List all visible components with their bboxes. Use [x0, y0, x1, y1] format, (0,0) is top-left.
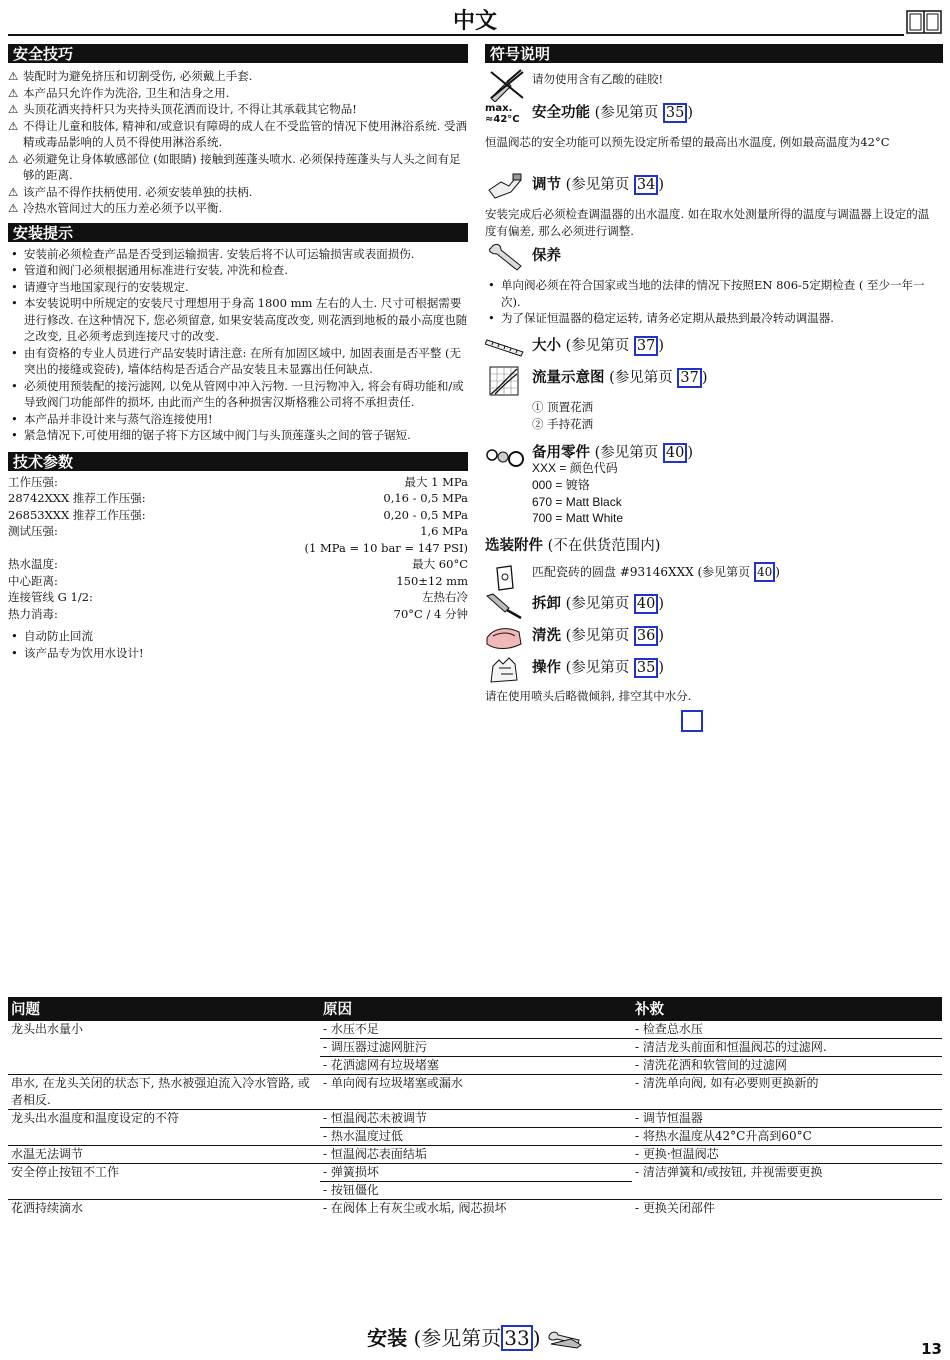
tech-heading: 技术参数 — [8, 452, 468, 471]
warning-icon: ⚠ — [8, 151, 19, 166]
accessories-heading: 选装附件 (不在供货范围内) — [485, 537, 661, 554]
rosette-icon — [493, 564, 515, 592]
page-title: 中文 — [452, 8, 497, 34]
cause-cell: - 花洒滤网有垃圾堵塞 — [320, 1057, 632, 1075]
empty-page-link[interactable] — [681, 710, 703, 732]
operation-text: 请在使用喷头后略微倾斜, 排空其中水分. — [485, 689, 692, 703]
maintenance-item: • 单向阀必须在符合国家或当地的法律的情况下按照EN 806-5定期检查 ( 至少一年一次). — [485, 277, 937, 310]
safety-item: ⚠ 该产品不得作扶柄使用. 必须安装单独的扶柄. — [8, 184, 253, 199]
page-link[interactable]: 36 — [634, 626, 658, 646]
install-item: • 由有资格的专业人员进行产品安装时请注意: 在所有加固区域中, 加固表面是否平整 (无突出的接缝或瓷砖), 墙体结构是否适合产品安装且未显露出任何缺点. — [8, 345, 468, 378]
cause-cell: - 水压不足 — [320, 1021, 632, 1039]
page-link[interactable]: 35 — [634, 658, 658, 678]
install-footer: 安装 (参见第页 33 ) — [0, 1322, 950, 1351]
page-link[interactable]: 40 — [754, 562, 775, 582]
install-item: • 本产品并非设计来与蒸气浴连接使用! — [8, 411, 468, 428]
spec-row: (1 MPa = 10 bar = 147 PSI) — [304, 540, 468, 555]
problem-cell: 安全停止按钮不工作 — [8, 1164, 320, 1200]
safety-function-heading: 安全功能 (参见第页 35 ) — [532, 104, 694, 121]
cause-cell: - 调压器过滤网脏污 — [320, 1039, 632, 1057]
spare-item: 670 = Matt Black — [532, 494, 622, 509]
silicone-gun-icon — [487, 68, 527, 102]
safety-heading: 安全技巧 — [8, 44, 468, 63]
disassembly-heading: 拆卸 (参见第页 40 ) — [532, 595, 665, 612]
install-item: • 必须使用预装配的接污滤网, 以免从管网中冲入污物. 一旦污物冲入, 将会有碍功能和/或导致阀门功能部件的损坏, 由此而产生的各种损害汉斯格雅公司将不承担责任. — [8, 378, 468, 411]
cause-cell: - 在阀体上有灰尘或水垢, 阀芯损坏 — [320, 1200, 632, 1218]
cause-cell: - 热水温度过低 — [320, 1128, 632, 1146]
warning-icon: ⚠ — [8, 69, 19, 83]
tech-specs — [8, 474, 468, 623]
table-row — [8, 1200, 942, 1218]
column-header: 原因 — [320, 997, 632, 1021]
page-link[interactable]: 40 — [634, 594, 658, 614]
wrench-icon — [487, 242, 525, 272]
tech-bullets — [8, 628, 468, 661]
flow-list — [532, 399, 593, 432]
warning-icon: ⚠ — [8, 118, 19, 133]
table-row — [8, 1021, 942, 1039]
symbols-heading: 符号说明 — [485, 44, 943, 63]
remedy-cell: - 将热水温度从42°C升高到60°C — [632, 1128, 942, 1146]
spare-item: 700 = Matt White — [532, 511, 624, 526]
footer-label: 安装 — [367, 1326, 408, 1350]
warning-icon: ⚠ — [8, 85, 19, 100]
spec-row: 测试压强: 1,6 MPa — [8, 524, 468, 538]
remedy-cell: - 清洗花洒和软管间的过滤网 — [632, 1057, 942, 1075]
install-item: • 安装前必须检查产品是否受到运输损害. 安装后将不认可运输损害或表面损伤. — [8, 246, 468, 263]
ruler-icon — [485, 334, 525, 358]
title-rule — [8, 34, 904, 36]
safety-item: ⚠ 头顶花洒夹持杆只为夹持头顶花洒而设计, 不得让其承载其它物品! — [8, 102, 357, 116]
hand-adjust-icon — [487, 172, 523, 200]
safety-item: ⚠ 本产品只允许作为洗浴, 卫生和洁身之用. — [8, 85, 230, 100]
screwdriver-icon — [485, 592, 525, 620]
spare-parts-icon — [485, 444, 525, 470]
safety-list — [8, 68, 468, 217]
table-row — [8, 1164, 942, 1182]
hand-operate-icon — [487, 654, 523, 684]
footer-ref: (参见第页 — [413, 1326, 502, 1350]
spec-row: 中心距离: 150±12 mm — [8, 573, 468, 588]
left-column — [8, 44, 468, 661]
spare-item: XXX = 颜色代码 — [532, 461, 618, 475]
page-link[interactable]: 37 — [634, 336, 658, 356]
book-icon — [906, 10, 942, 34]
spec-row: 连接管线 G 1/2: 左热右冷 — [8, 590, 468, 604]
spare-item: 000 = 镀铬 — [532, 477, 590, 492]
cause-cell: - 单向阀有垃圾堵塞或漏水 — [320, 1075, 632, 1110]
cleaning-cloth-icon — [485, 624, 525, 652]
remedy-cell: - 更换关闭部件 — [632, 1200, 942, 1218]
page-link[interactable]: 34 — [634, 175, 658, 195]
operation-heading: 操作 (参见第页 35 ) — [532, 659, 665, 676]
table-row — [8, 1075, 942, 1110]
troubleshooting-table — [8, 997, 942, 1217]
spare-heading: 备用零件 (参见第页 40 ) — [532, 444, 694, 461]
problem-cell: 水温无法调节 — [8, 1146, 320, 1164]
adjust-heading: 调节 (参见第页 34 ) — [532, 176, 665, 193]
spec-row: 热水温度: 最大 60°C — [8, 557, 468, 571]
troubleshooting-section — [8, 997, 942, 1217]
page-link[interactable]: 37 — [677, 368, 701, 388]
right-column — [485, 44, 943, 719]
table-header — [8, 997, 942, 1021]
remedy-cell: - 清洁弹簧和/或按钮, 并视需要更换 — [632, 1164, 942, 1200]
tech-bullet: • 自动防止回流 — [8, 628, 468, 645]
warning-icon: ⚠ — [8, 184, 19, 199]
page-number: 13 — [921, 1340, 942, 1358]
page-link[interactable]: 40 — [663, 443, 687, 463]
remedy-cell: - 更换·恒温阀芯 — [632, 1146, 942, 1164]
cause-cell: - 弹簧损坏 — [320, 1164, 632, 1182]
remedy-cell: - 清洗单向阀, 如有必要则更换新的 — [632, 1075, 942, 1110]
rosette-text: 匹配瓷砖的圆盘 #93146XXX (参见第页 40 ) — [532, 562, 780, 582]
remedy-cell: - 调节恒温器 — [632, 1110, 942, 1128]
flow-item: ① 顶置花洒 — [532, 400, 594, 414]
spec-row: 26853XXX 推荐工作压强: 0,20 - 0,5 MPa — [8, 507, 468, 522]
remedy-cell: - 清洁龙头前面和恒温阀芯的过滤网. — [632, 1039, 942, 1057]
maintenance-heading: 保养 — [532, 247, 561, 264]
remedy-cell: - 检查总水压 — [632, 1021, 942, 1039]
install-list — [8, 246, 468, 444]
safety-function-text: 恒温阀芯的安全功能可以预先设定所希望的最高出水温度, 例如最高温度为42°C — [485, 135, 890, 149]
table-row — [8, 1146, 942, 1164]
tech-bullet: • 该产品专为饮用水设计! — [8, 645, 468, 662]
warning-icon: ⚠ — [8, 201, 19, 215]
install-item: • 请遵守当地国家现行的安装规定. — [8, 279, 468, 296]
size-heading: 大小 (参见第页 37 ) — [532, 337, 665, 354]
spec-row: 28742XXX 推荐工作压强: 0,16 - 0,5 MPa — [8, 491, 468, 505]
maintenance-item: • 为了保证恒温器的稳定运转, 请务必定期从最热到最冷转动调温器. — [485, 310, 937, 327]
spec-row: 热力消毒: 70°C / 4 分钟 — [8, 606, 468, 621]
page-link[interactable]: 35 — [663, 103, 687, 123]
problem-cell: 串水, 在龙头关闭的状态下, 热水被强迫流入冷水管路, 或者相反. — [8, 1075, 320, 1110]
column-header: 问题 — [8, 997, 320, 1021]
silicone-note: 请勿使用含有乙酸的硅胶! — [532, 72, 664, 86]
cleaning-heading: 清洗 (参见第页 36 ) — [532, 627, 665, 644]
max-temp-icon: max. ≈42°C — [485, 103, 520, 125]
wrench-icon — [547, 1330, 583, 1350]
problem-cell: 龙头出水量小 — [8, 1021, 320, 1075]
spare-list — [532, 460, 623, 527]
flow-item: ② 手持花洒 — [532, 416, 594, 431]
cause-cell: - 按钮僵化 — [320, 1182, 632, 1200]
adjust-text: 安装完成后必须检查调温器的出水温度. 如在取水处测量所得的温度与调温器上设定的温度有偏差, 那么必须进行调整. — [485, 207, 930, 238]
install-item: • 紧急情况下,可使用细的锯子将下方区域中阀门与头顶莲蓬头之间的管子锯短. — [8, 427, 468, 444]
page-link[interactable]: 33 — [501, 1325, 532, 1351]
maintenance-list — [485, 277, 937, 327]
install-heading: 安装提示 — [8, 223, 468, 242]
safety-item: ⚠ 冷热水管间过大的压力差必须予以平衡. — [8, 201, 223, 215]
safety-item: ⚠ 不得让儿童和肢体, 精神和/或意识有障碍的成人在不受监管的情况下使用淋浴系统. 受酒精或毒品影响的人员不得使用淋浴系统. — [8, 118, 467, 149]
install-item: • 管道和阀门必须根据通用标准进行安装, 冲洗和检查. — [8, 262, 468, 279]
problem-cell: 花洒持续滴水 — [8, 1200, 320, 1218]
flow-heading: 流量示意图 (参见第页 37 ) — [532, 369, 708, 386]
table-row — [8, 1110, 942, 1128]
safety-item: ⚠ 装配时为避免挤压和切割受伤, 必须戴上手套. — [8, 69, 253, 83]
problem-cell: 龙头出水温度和温度设定的不符 — [8, 1110, 320, 1146]
spec-row: 工作压强: 最大 1 MPa — [8, 474, 468, 489]
warning-icon: ⚠ — [8, 102, 19, 116]
column-header: 补救 — [632, 997, 942, 1021]
cause-cell: - 恒温阀芯表面结垢 — [320, 1146, 632, 1164]
flow-chart-icon — [489, 366, 519, 396]
install-item: • 本安装说明中所规定的安装尺寸理想用于身高 1800 mm 左右的人士. 尺寸可根据需要进行修改. 在这种情况下, 您必须留意, 如果安装高度改变, 则花洒到地板的最小高度也随之改变, 且必须考虑到连接尺寸的改变. — [8, 295, 468, 345]
cause-cell: - 恒温阀芯未被调节 — [320, 1110, 632, 1128]
safety-item: ⚠ 必须避免让身体敏感部位 (如眼睛) 接触到莲蓬头喷水. 必须保持莲蓬头与人头之间有足够的距离. — [8, 151, 461, 182]
